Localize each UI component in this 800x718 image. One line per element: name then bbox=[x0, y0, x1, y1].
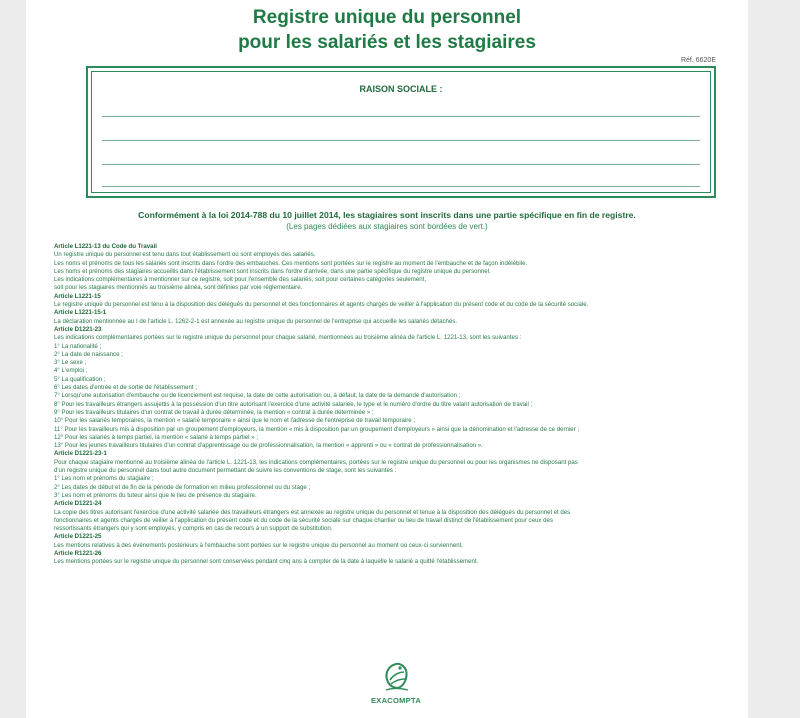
article-line: Les noms et prénoms de tous les salariés sont inscrits dans l'ordre des embauches. Ces mentions sont portées sur le registre au moment de l'embauche et de façon indélébile. bbox=[54, 259, 528, 267]
article-line: d'un registre unique du personnel dans tout autre document permettant de suivre les conventions de stage, sont les suivantes : bbox=[54, 467, 397, 475]
article-heading: Article L1221-15 bbox=[54, 292, 101, 300]
article-line: Pour chaque stagiaire mentionné au troisième alinéa de l'article L. 1221-13, les indications complémentaires, portées sur le registre unique du personnel ou pour les organismes ne disposant pas bbox=[54, 458, 578, 466]
article-line: 1° La nationalité ; bbox=[54, 342, 102, 350]
article-heading: Article R1221-26 bbox=[54, 549, 102, 557]
writing-line bbox=[102, 116, 700, 117]
article-line: 5° La qualification ; bbox=[54, 375, 106, 383]
register-cover-page bbox=[26, 0, 748, 718]
article-heading: Article D1221-23 bbox=[54, 325, 102, 333]
article-line: 4° L'emploi ; bbox=[54, 367, 88, 375]
article-line: 10° Pour les salariés temporaires, la mention « salarié temporaire » ainsi que le nom et l'adresse de l'entreprise de travail temporaire ; bbox=[54, 417, 416, 425]
article-line: 9° Pour les travailleurs titulaires d'un contrat de travail à durée déterminée, la mention « contrat à durée déterminée » ; bbox=[54, 408, 374, 416]
article-line: 6° Les dates d'entrée et de sortie de l'établissement ; bbox=[54, 384, 197, 392]
raison-sociale-inner-frame bbox=[91, 71, 711, 193]
article-line: 1° Les nom et prénoms du stagiaire ; bbox=[54, 475, 154, 483]
exacompta-leaf-logo-icon bbox=[376, 660, 416, 694]
writing-line bbox=[102, 186, 700, 187]
article-line: 11° Pour les travailleurs mis à disposition par un groupement d'employeurs, la mention « mis à disposition par un groupement d'employeurs » ainsi que la dénomination et l'adresse de ce dernier ; bbox=[54, 425, 580, 433]
article-line: 13° Pour les jeunes travailleurs titulaires d'un contrat d'apprentissage ou de professionnalisation, la mention « apprenti » ou « contrat de professionnalisation ». bbox=[54, 442, 483, 450]
exacompta-logo bbox=[366, 660, 426, 705]
article-heading: Article D1221-23-1 bbox=[54, 450, 107, 458]
article-heading: Article D1221-24 bbox=[54, 500, 102, 508]
article-line: 3° Les nom et prénoms du tuteur ainsi que le lieu de présence du stagiaire. bbox=[54, 491, 257, 499]
article-line: Les mentions portées sur le registre unique du personnel sont conservées pendant cinq ans à compter de la date à laquelle le salarié a quitté l'établissement. bbox=[54, 558, 479, 566]
article-heading: Article L1221-13 du Code du Travail bbox=[54, 243, 157, 250]
article-line: Les noms et prénoms des stagiaires accueillis dans l'établissement sont inscrits dans l'ordre d'arrivée, dans une partie spécifique du registre unique du personnel. bbox=[54, 267, 491, 275]
raison-sociale-box bbox=[86, 66, 716, 198]
article-heading: Article D1221-25 bbox=[54, 533, 102, 541]
article-line: La copie des titres autorisant l'exercice d'une activité salariée des travailleurs étrangers est annexée au registre unique du personnel et tenue à la disposition des délégués du personnel et des bbox=[54, 508, 571, 516]
brand-name: EXACOMPTA bbox=[370, 696, 422, 705]
article-line: Les indications complémentaires portées sur le registre unique du personnel pour chaque salarié, mentionnées au troisième alinéa de l'article L. 1221-13, sont les suivantes : bbox=[54, 334, 522, 342]
article-line: 3° Le sexe ; bbox=[54, 359, 87, 367]
page-title-line1: Registre unique du personnel bbox=[252, 7, 522, 28]
conformity-statement: Conformément à la loi 2014-788 du 10 juillet 2014, les stagiaires sont inscrits dans une partie spécifique en fin de registre. bbox=[138, 210, 636, 220]
article-line: Le registre unique du personnel est tenu à la disposition des délégués du personnel et des fonctionnaires et agents chargés de veiller à l'application du présent code et du code de la sécurité sociale. bbox=[54, 301, 589, 309]
article-line: 2° La date de naissance ; bbox=[54, 350, 123, 358]
article-line: Un registre unique du personnel est tenu dans tout établissement où sont employés des salariés. bbox=[54, 251, 316, 259]
writing-line bbox=[102, 140, 700, 141]
writing-line bbox=[102, 164, 700, 165]
conformity-note: (Les pages dédiées aux stagiaires sont bordées de vert.) bbox=[286, 222, 488, 231]
article-line: 12° Pour les salariés à temps partiel, la mention « salarié à temps partiel » ; bbox=[54, 433, 258, 441]
raison-sociale-label: RAISON SOCIALE : bbox=[359, 84, 443, 94]
article-line: 2° Les dates de début et de fin de la période de formation en milieu professionnel ou du stage ; bbox=[54, 483, 311, 491]
reference-number: Réf. 6620E bbox=[680, 57, 716, 64]
article-line: 8° Pour les travailleurs étrangers assujettis à la possession d'un titre autorisant l'exercice d'une activité salariée, le type et le numéro d'ordre du titre valant autorisation de travail ; bbox=[54, 400, 533, 408]
article-line: fonctionnaires et agents chargés de veiller à l'application du présent code et du code de la sécurité sociale sur chaque chantier ou lieu de travail distinct de l'établissement pour ceux des bbox=[54, 516, 553, 524]
article-line: 7° Lorsqu'une autorisation d'embauche ou de licenciement est requise, la date de cette autorisation ou, à défaut, la date de la demande d'autorisation ; bbox=[54, 392, 461, 400]
article-line: Les indications complémentaires à mentionner sur ce registre, soit pour l'ensemble des salariés, soit pour certaines catégories seulement, bbox=[54, 276, 427, 284]
article-heading: Article L1221-15-1 bbox=[54, 309, 107, 317]
article-line: La déclaration mentionnée au I de l'article L. 1262-2-1 est annexée au registre unique du personnel de l'entreprise qui accueille les salariés détachés. bbox=[54, 317, 458, 325]
article-line: ressortissants étrangers qui y sont employés, y compris en cas de recours à un support de substitution. bbox=[54, 525, 333, 533]
article-line: soit pour les stagiaires mentionnés au troisième alinéa, sont définies par voie réglementaire. bbox=[54, 284, 303, 292]
page-title-line2: pour les salariés et les stagiaires bbox=[238, 32, 536, 53]
article-line: Les mentions relatives à des événements postérieurs à l'embauche sont portées sur le registre unique du personnel au moment où ceux-ci surviennent. bbox=[54, 541, 463, 549]
legal-articles bbox=[54, 243, 744, 567]
